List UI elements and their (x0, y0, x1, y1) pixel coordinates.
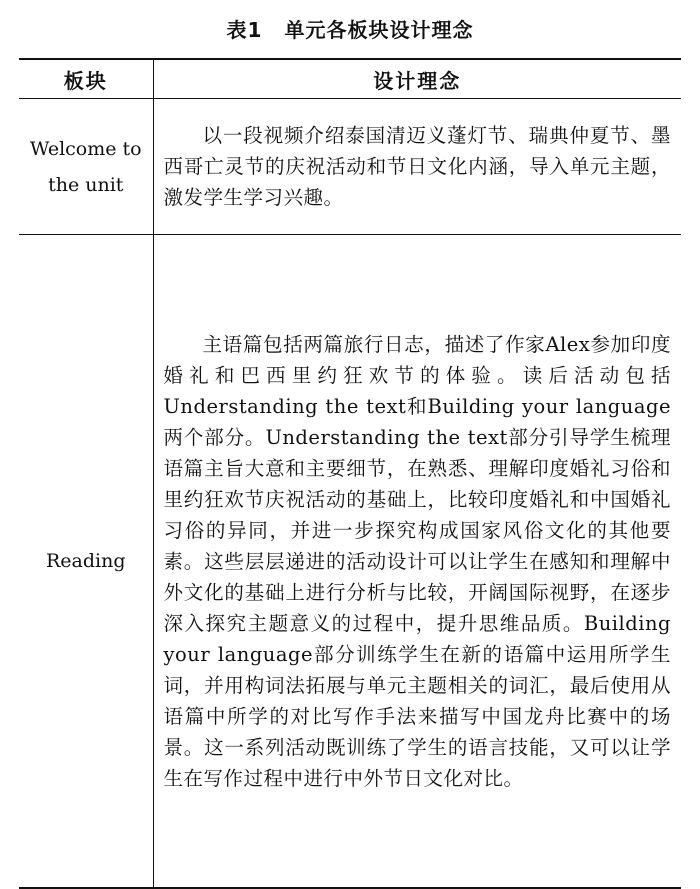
table-row (19, 99, 681, 235)
concept-cell: 以一段视频介绍泰国清迈义蓬灯节、瑞典仲夏节、墨西哥亡灵节的庆祝活动和节日文化内涵，导入单元主题，激发学生学习兴趣。 (153, 99, 681, 235)
concept-cell: 主语篇包括两篇旅行日志，描述了作家Alex参加印度婚礼和巴西里约狂欢节的体验。读后活动包括Understanding the text和Building your language两个部分。Understanding the text部分引导学生梳理语篇主旨大意和主要细节，在熟悉、理解印度婚礼习俗和里约狂欢节庆祝活动的基础上，比较印度婚礼和中国婚礼习俗的异同，并进一步探究构成国家风俗文化的其他要素。这些层层递进的活动设计可以让学生在感知和理解中外文化的基础上进行分析与比较，开阔国际视野，在逐步深入探究主题意义的过程中，提升思维品质。Building your language部分训练学生在新的语篇中运用所学生词，并用构词法拓展与单元主题相关的词汇，最后使用从语篇中所学的对比写作手法来描写中国龙舟比赛中的场景。这一系列活动既训练了学生的语言技能，又可以让学生在写作过程中进行中外节日文化对比。 (153, 235, 681, 889)
design-concept-table (19, 58, 681, 889)
table-row (19, 235, 681, 889)
header-section: 板块 (19, 59, 153, 99)
table-header-row (19, 59, 681, 99)
section-cell: Welcome to the unit (19, 99, 153, 235)
section-cell: Reading (19, 235, 153, 889)
table-title: 单元各板块设计理念 (284, 18, 474, 42)
table-number: 表1 (226, 18, 263, 42)
table-caption (0, 14, 700, 43)
header-design-concept: 设计理念 (153, 59, 681, 99)
